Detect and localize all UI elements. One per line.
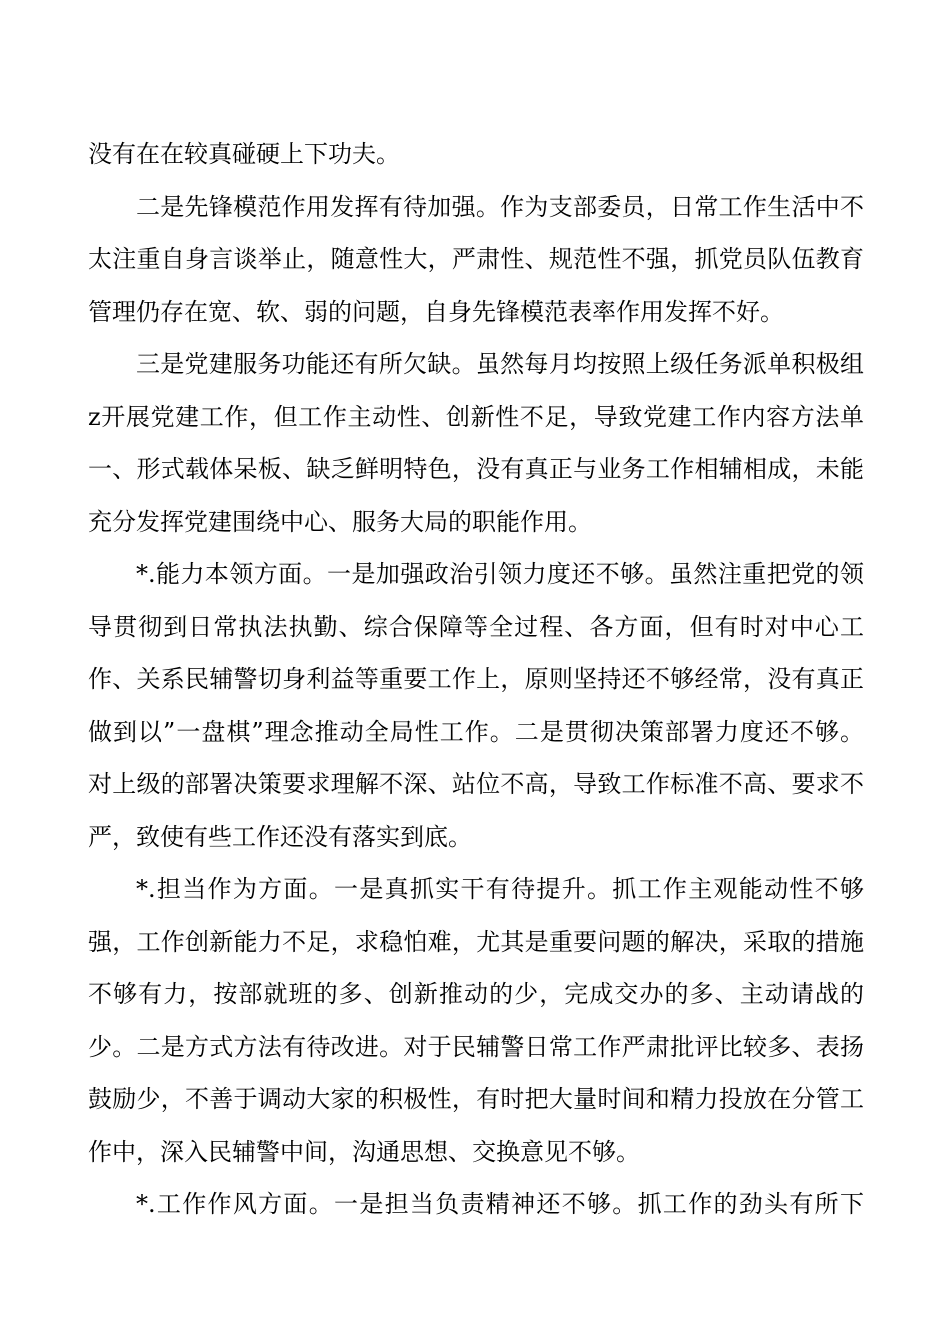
text-line: 强，工作创新能力不足，求稳怕难，尤其是重要问题的解决，采取的措施 <box>88 927 864 956</box>
text-line: 严，致使有些工作还没有落实到底。 <box>88 822 472 851</box>
text-line: 二是先锋模范作用发挥有待加强。作为支部委员，日常工作生活中不 <box>136 192 864 221</box>
text-line: z开展党建工作，但工作主动性、创新性不足，导致党建工作内容方法单 <box>88 402 864 431</box>
text-line: *.工作作风方面。一是担当负责精神还不够。抓工作的劲头有所下 <box>136 1190 864 1218</box>
text-line: 少。二是方式方法有待改进。对于民辅警日常工作严肃批评比较多、表扬 <box>88 1032 864 1061</box>
text-line: 不够有力，按部就班的多、创新推动的少，完成交办的多、主动请战的 <box>88 980 864 1008</box>
text-line: 做到以”一盘棋”理念推动全局性工作。二是贯彻决策部署力度还不够。 <box>88 717 864 746</box>
text-line: 导贯彻到日常执法执勤、综合保障等全过程、各方面，但有时对中心工 <box>88 612 864 641</box>
text-line: 作中，深入民辅警中间，沟通思想、交换意见不够。 <box>88 1137 640 1166</box>
text-line: *.担当作为方面。一是真抓实干有待提升。抓工作主观能动性不够 <box>136 875 864 903</box>
text-line: 一、形式载体呆板、缺乏鲜明特色，没有真正与业务工作相辅相成，未能 <box>88 455 864 483</box>
text-line: 太注重自身言谈举止，随意性大，严肃性、规范性不强，抓党员队伍教育 <box>88 245 864 273</box>
text-line: 鼓励少，不善于调动大家的积极性，有时把大量时间和精力投放在分管工 <box>88 1085 864 1113</box>
text-line: 没有在在较真碰硬上下功夫。 <box>88 140 400 168</box>
text-line: 充分发挥党建围绕中心、服务大局的职能作用。 <box>88 507 592 536</box>
text-line: 管理仍存在宽、软、弱的问题，自身先锋模范表率作用发挥不好。 <box>88 297 784 326</box>
text-line: 对上级的部署决策要求理解不深、站位不高，导致工作标准不高、要求不 <box>88 770 864 798</box>
text-line: *.能力本领方面。一是加强政治引领力度还不够。虽然注重把党的领 <box>136 560 864 588</box>
document-body <box>88 128 864 1231</box>
text-line: 三是党建服务功能还有所欠缺。虽然每月均按照上级任务派单积极组 <box>136 350 864 378</box>
text-line: 作、关系民辅警切身利益等重要工作上，原则坚持还不够经常，没有真正 <box>88 665 864 693</box>
